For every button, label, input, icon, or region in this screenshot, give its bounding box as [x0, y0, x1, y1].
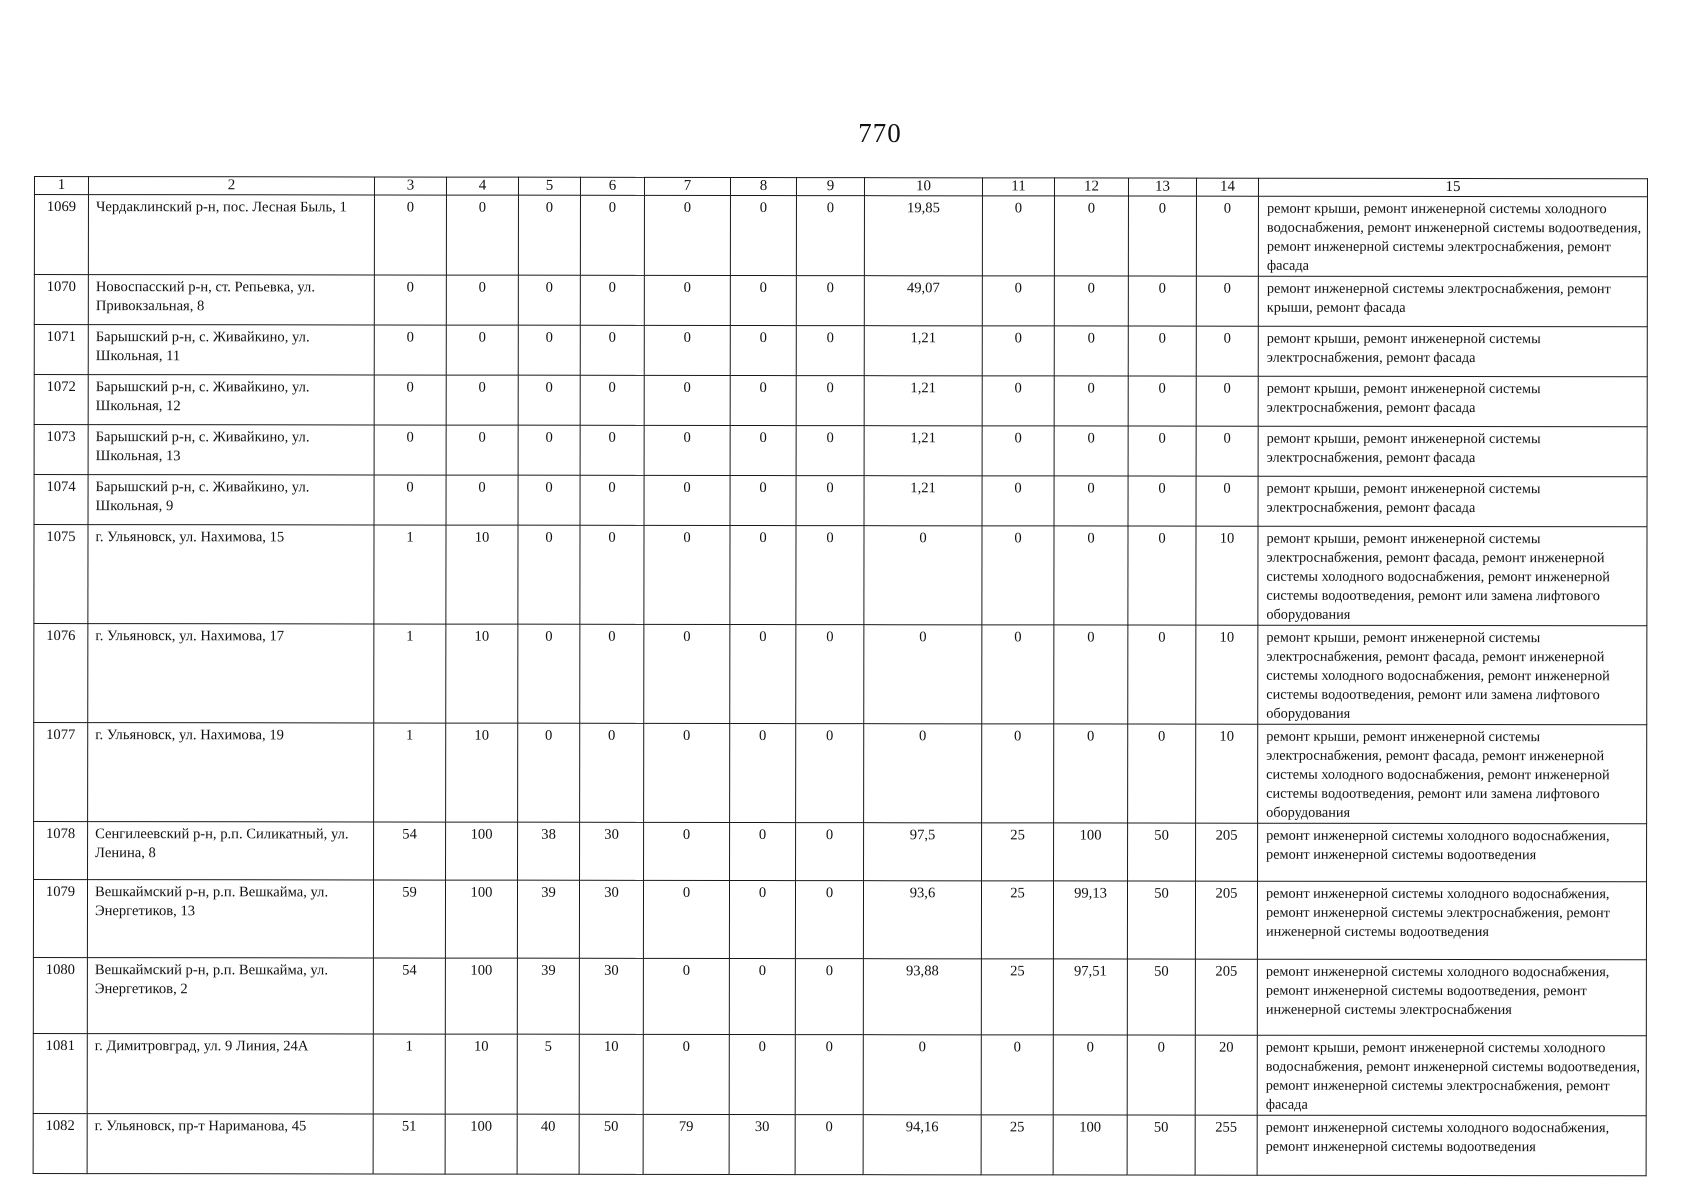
value-cell: 100	[1053, 1115, 1127, 1175]
value-cell: 10	[446, 525, 518, 624]
value-cell: 0	[644, 624, 730, 723]
value-cell: 54	[373, 958, 445, 1034]
value-cell: 99,13	[1053, 881, 1127, 959]
value-cell: 0	[796, 526, 864, 625]
value-cell: 30	[580, 822, 644, 880]
row-number-cell: 1074	[34, 475, 88, 525]
value-cell: 50	[1127, 881, 1195, 959]
value-cell: 97,5	[864, 823, 982, 881]
value-cell: 0	[374, 195, 446, 275]
works-description-cell: ремонт инженерной системы холодного водоснабжения, ремонт инженерной системы водоотведения	[1258, 823, 1647, 882]
value-cell: 0	[644, 475, 730, 525]
value-cell: 50	[579, 1114, 643, 1174]
value-cell: 10	[1196, 724, 1258, 823]
value-cell: 0	[446, 275, 518, 325]
works-description-cell: ремонт крыши, ремонт инженерной системы электроснабжения, ремонт фасада	[1258, 426, 1647, 477]
value-cell: 0	[643, 880, 729, 958]
works-description-cell: ремонт крыши, ремонт инженерной системы электроснабжения, ремонт фасада, ремонт инженерной системы холодного водоснабжения, ремонт инженерной системы водоотведения, ремонт или замена лифтового оборудования	[1258, 625, 1647, 725]
value-cell: 0	[1053, 1035, 1127, 1115]
works-description-cell: ремонт инженерной системы электроснабжения, ремонт крыши, ремонт фасада	[1258, 276, 1647, 327]
works-description-cell: ремонт крыши, ремонт инженерной системы электроснабжения, ремонт фасада, ремонт инженерной системы холодного водоснабжения, ремонт инженерной системы водоотведения, ремонт или замена лифтового оборудования	[1258, 724, 1647, 824]
value-cell: 0	[643, 958, 729, 1034]
value-cell: 0	[1054, 426, 1128, 476]
row-number-cell: 1076	[34, 624, 88, 723]
value-cell: 10	[446, 624, 518, 723]
value-cell: 0	[730, 723, 796, 822]
table-row	[34, 275, 1647, 327]
address-cell: г. Димитровград, ул. 9 Линия, 24А	[87, 1034, 373, 1114]
column-header: 3	[374, 177, 446, 195]
value-cell: 0	[644, 375, 730, 425]
address-cell: Чердаклинский р-н, пос. Лесная Быль, 1	[88, 195, 374, 275]
works-description-cell: ремонт инженерной системы холодного водоснабжения, ремонт инженерной системы водоотведения, ремонт инженерной системы электроснабжения	[1257, 959, 1646, 1036]
value-cell: 0	[518, 425, 580, 475]
value-cell: 97,51	[1053, 959, 1127, 1035]
table-row	[34, 822, 1647, 882]
value-cell: 0	[730, 425, 796, 475]
value-cell: 0	[730, 325, 796, 375]
address-cell: Барышский р-н, с. Живайкино, ул. Школьная, 13	[88, 425, 374, 475]
value-cell: 0	[374, 425, 446, 475]
address-cell: г. Ульяновск, ул. Нахимова, 17	[88, 624, 374, 723]
value-cell: 0	[518, 325, 580, 375]
value-cell: 0	[374, 475, 446, 525]
value-cell: 0	[795, 1035, 863, 1115]
value-cell: 0	[730, 275, 796, 325]
column-number-row	[34, 177, 1647, 197]
row-number-cell: 1071	[34, 325, 88, 375]
value-cell: 0	[982, 326, 1054, 376]
works-description-cell: ремонт инженерной системы холодного водоснабжения, ремонт инженерной системы водоотведения	[1257, 1115, 1646, 1176]
column-header: 14	[1196, 178, 1258, 196]
value-cell: 0	[643, 1034, 729, 1114]
value-cell: 0	[1128, 724, 1196, 823]
value-cell: 0	[446, 195, 518, 275]
works-description-cell: ремонт инженерной системы холодного водоснабжения, ремонт инженерной системы электроснабжения, ремонт инженерной системы водоотведения	[1257, 881, 1646, 960]
row-number-cell: 1079	[33, 880, 87, 958]
value-cell: 10	[445, 1034, 517, 1114]
value-cell: 100	[1054, 823, 1128, 881]
value-cell: 0	[795, 881, 863, 959]
row-number-cell: 1080	[33, 957, 87, 1033]
column-header: 12	[1054, 178, 1128, 196]
value-cell: 0	[1128, 426, 1196, 476]
row-number-cell: 1077	[34, 723, 88, 822]
value-cell: 51	[373, 1114, 445, 1174]
row-number-cell: 1073	[34, 425, 88, 475]
address-cell: Барышский р-н, с. Живайкино, ул. Школьная, 9	[88, 475, 374, 525]
value-cell: 0	[982, 276, 1054, 326]
value-cell: 1,21	[864, 476, 982, 526]
row-number-cell: 1078	[34, 822, 88, 880]
value-cell: 0	[864, 526, 982, 625]
value-cell: 0	[644, 325, 730, 375]
works-description-cell: ремонт крыши, ремонт инженерной системы электроснабжения, ремонт фасада	[1258, 476, 1647, 527]
value-cell: 0	[982, 196, 1054, 276]
value-cell: 100	[445, 958, 517, 1034]
value-cell: 0	[796, 326, 864, 376]
value-cell: 0	[730, 475, 796, 525]
value-cell: 0	[1196, 196, 1258, 276]
value-cell: 0	[518, 624, 580, 723]
column-header: 9	[796, 178, 864, 196]
value-cell: 0	[730, 375, 796, 425]
value-cell: 1	[374, 525, 446, 624]
value-cell: 50	[1127, 1115, 1195, 1175]
value-cell: 25	[981, 1115, 1053, 1175]
value-cell: 0	[1054, 724, 1128, 823]
column-header: 13	[1128, 178, 1196, 196]
value-cell: 0	[644, 822, 730, 880]
value-cell: 0	[1196, 426, 1258, 476]
value-cell: 0	[982, 376, 1054, 426]
table-row	[34, 425, 1647, 477]
value-cell: 0	[982, 426, 1054, 476]
value-cell: 0	[729, 1034, 795, 1114]
value-cell: 100	[445, 880, 517, 958]
value-cell: 0	[446, 375, 518, 425]
value-cell: 10	[1196, 526, 1258, 625]
value-cell: 0	[1196, 326, 1258, 376]
value-cell: 100	[446, 822, 518, 880]
column-header: 2	[88, 177, 374, 195]
value-cell: 25	[981, 959, 1053, 1035]
value-cell: 0	[1196, 376, 1258, 426]
value-cell: 0	[580, 723, 644, 822]
value-cell: 205	[1196, 823, 1258, 881]
value-cell: 0	[1128, 376, 1196, 426]
value-cell: 1,21	[864, 326, 982, 376]
works-description-cell: ремонт крыши, ремонт инженерной системы электроснабжения, ремонт фасада	[1258, 326, 1647, 377]
value-cell: 40	[517, 1114, 579, 1174]
value-cell: 0	[1128, 276, 1196, 326]
value-cell: 0	[580, 325, 644, 375]
value-cell: 0	[796, 823, 864, 881]
table-row	[34, 375, 1647, 427]
value-cell: 0	[796, 625, 864, 724]
table-row	[33, 1033, 1646, 1115]
value-cell: 0	[580, 375, 644, 425]
value-cell: 0	[580, 624, 644, 723]
table-row	[34, 325, 1647, 377]
value-cell: 39	[517, 958, 579, 1034]
value-cell: 0	[518, 475, 580, 525]
value-cell: 0	[446, 475, 518, 525]
value-cell: 0	[796, 476, 864, 526]
value-cell: 30	[729, 1114, 795, 1174]
table-row	[34, 723, 1647, 824]
value-cell: 0	[796, 376, 864, 426]
value-cell: 1,21	[864, 426, 982, 476]
value-cell: 59	[373, 880, 445, 958]
value-cell: 0	[1128, 625, 1196, 724]
value-cell: 205	[1195, 959, 1257, 1035]
table-row	[34, 475, 1647, 527]
value-cell: 0	[864, 625, 982, 724]
address-cell: Вешкаймский р-н, р.п. Вешкайма, ул. Энергетиков, 2	[87, 958, 373, 1034]
value-cell: 0	[982, 625, 1054, 724]
value-cell: 1,21	[864, 376, 982, 426]
value-cell: 0	[795, 959, 863, 1035]
value-cell: 0	[446, 325, 518, 375]
value-cell: 0	[796, 276, 864, 326]
column-header: 5	[518, 177, 580, 195]
value-cell: 0	[580, 275, 644, 325]
value-cell: 30	[579, 880, 643, 958]
table-row	[34, 525, 1647, 626]
value-cell: 0	[982, 526, 1054, 625]
value-cell: 0	[644, 195, 730, 275]
value-cell: 10	[1196, 625, 1258, 724]
value-cell: 30	[579, 958, 643, 1034]
address-cell: Вешкаймский р-н, р.п. Вешкайма, ул. Энергетиков, 13	[87, 880, 373, 958]
value-cell: 0	[795, 1115, 863, 1175]
value-cell: 0	[982, 476, 1054, 526]
row-number-cell: 1081	[33, 1033, 87, 1113]
value-cell: 0	[374, 325, 446, 375]
value-cell: 1	[373, 1034, 445, 1114]
value-cell: 0	[644, 425, 730, 475]
value-cell: 0	[518, 525, 580, 624]
value-cell: 0	[1196, 476, 1258, 526]
address-cell: г. Ульяновск, ул. Нахимова, 19	[88, 723, 374, 822]
value-cell: 0	[730, 525, 796, 624]
value-cell: 0	[644, 723, 730, 822]
row-number-cell: 1082	[33, 1113, 87, 1173]
address-cell: Сенгилеевский р-н, р.п. Силикатный, ул. Ленина, 8	[88, 822, 374, 880]
value-cell: 205	[1195, 881, 1257, 959]
value-cell: 54	[374, 822, 446, 880]
address-cell: Новоспасский р-н, ст. Репьевка, ул. Привокзальная, 8	[88, 275, 374, 325]
value-cell: 93,88	[863, 959, 981, 1035]
column-header: 4	[446, 177, 518, 195]
value-cell: 0	[580, 195, 644, 275]
value-cell: 0	[644, 525, 730, 624]
value-cell: 0	[1054, 196, 1128, 276]
value-cell: 0	[730, 624, 796, 723]
value-cell: 0	[1196, 276, 1258, 326]
value-cell: 0	[1128, 196, 1196, 276]
value-cell: 79	[643, 1114, 729, 1174]
value-cell: 20	[1195, 1035, 1257, 1115]
column-header: 15	[1258, 178, 1647, 197]
value-cell: 5	[517, 1034, 579, 1114]
value-cell: 0	[1128, 526, 1196, 625]
value-cell: 0	[981, 1035, 1053, 1115]
value-cell: 0	[796, 196, 864, 276]
value-cell: 0	[1054, 326, 1128, 376]
column-header: 7	[644, 177, 730, 195]
value-cell: 0	[796, 724, 864, 823]
value-cell: 93,6	[863, 881, 981, 959]
row-number-cell: 1075	[34, 525, 88, 624]
value-cell: 10	[579, 1034, 643, 1114]
value-cell: 0	[580, 475, 644, 525]
value-cell: 0	[518, 723, 580, 822]
value-cell: 0	[644, 275, 730, 325]
value-cell: 0	[580, 525, 644, 624]
value-cell: 0	[796, 426, 864, 476]
value-cell: 255	[1195, 1115, 1257, 1175]
table-row	[34, 624, 1647, 725]
value-cell: 0	[518, 275, 580, 325]
value-cell: 10	[446, 723, 518, 822]
value-cell: 0	[982, 724, 1054, 823]
value-cell: 50	[1128, 823, 1196, 881]
value-cell: 1	[374, 723, 446, 822]
column-header: 1	[34, 177, 88, 195]
page-number: 770	[858, 118, 902, 148]
value-cell: 0	[1054, 625, 1128, 724]
value-cell: 0	[518, 195, 580, 275]
value-cell: 50	[1127, 959, 1195, 1035]
value-cell: 0	[1127, 1035, 1195, 1115]
value-cell: 1	[374, 624, 446, 723]
value-cell: 100	[445, 1114, 517, 1174]
value-cell: 0	[518, 375, 580, 425]
value-cell: 0	[1054, 376, 1128, 426]
value-cell: 0	[1054, 476, 1128, 526]
table-row	[33, 880, 1646, 960]
table-row	[33, 1113, 1646, 1175]
value-cell: 0	[374, 375, 446, 425]
value-cell: 0	[730, 822, 796, 880]
value-cell: 0	[1054, 276, 1128, 326]
value-cell: 49,07	[864, 276, 982, 326]
works-description-cell: ремонт крыши, ремонт инженерной системы холодного водоснабжения, ремонт инженерной системы водоотведения, ремонт инженерной системы электроснабжения, ремонт фасада	[1257, 1035, 1646, 1116]
column-header: 11	[982, 178, 1054, 196]
works-description-cell: ремонт крыши, ремонт инженерной системы электроснабжения, ремонт фасада, ремонт инженерной системы холодного водоснабжения, ремонт инженерной системы водоотведения, ремонт или замена лифтового оборудования	[1258, 526, 1647, 626]
value-cell: 0	[729, 880, 795, 958]
row-number-cell: 1070	[34, 275, 88, 325]
table-row	[33, 957, 1646, 1035]
value-cell: 19,85	[864, 196, 982, 276]
address-cell: г. Ульяновск, ул. Нахимова, 15	[88, 525, 374, 624]
works-description-cell: ремонт крыши, ремонт инженерной системы холодного водоснабжения, ремонт инженерной системы водоотведения, ремонт инженерной системы электроснабжения, ремонт фасада	[1258, 196, 1647, 277]
repair-program-table	[33, 176, 1648, 1176]
value-cell: 25	[981, 881, 1053, 959]
table-row	[34, 195, 1647, 277]
row-number-cell: 1069	[34, 195, 88, 275]
row-number-cell: 1072	[34, 375, 88, 425]
address-cell: г. Ульяновск, пр-т Нариманова, 45	[87, 1114, 373, 1174]
value-cell: 0	[1128, 476, 1196, 526]
column-header: 8	[730, 177, 796, 195]
value-cell: 0	[729, 958, 795, 1034]
column-header: 6	[580, 177, 644, 195]
value-cell: 0	[864, 724, 982, 823]
address-cell: Барышский р-н, с. Живайкино, ул. Школьная, 11	[88, 325, 374, 375]
value-cell: 0	[1054, 526, 1128, 625]
value-cell: 0	[730, 195, 796, 275]
value-cell: 0	[580, 425, 644, 475]
works-description-cell: ремонт крыши, ремонт инженерной системы электроснабжения, ремонт фасада	[1258, 376, 1647, 427]
value-cell: 94,16	[863, 1115, 981, 1175]
value-cell: 0	[374, 275, 446, 325]
value-cell: 0	[446, 425, 518, 475]
value-cell: 0	[863, 1035, 981, 1115]
value-cell: 0	[1128, 326, 1196, 376]
address-cell: Барышский р-н, с. Живайкино, ул. Школьная, 12	[88, 375, 374, 425]
column-header: 10	[864, 178, 982, 196]
value-cell: 39	[517, 880, 579, 958]
value-cell: 25	[982, 823, 1054, 881]
value-cell: 38	[518, 822, 580, 880]
